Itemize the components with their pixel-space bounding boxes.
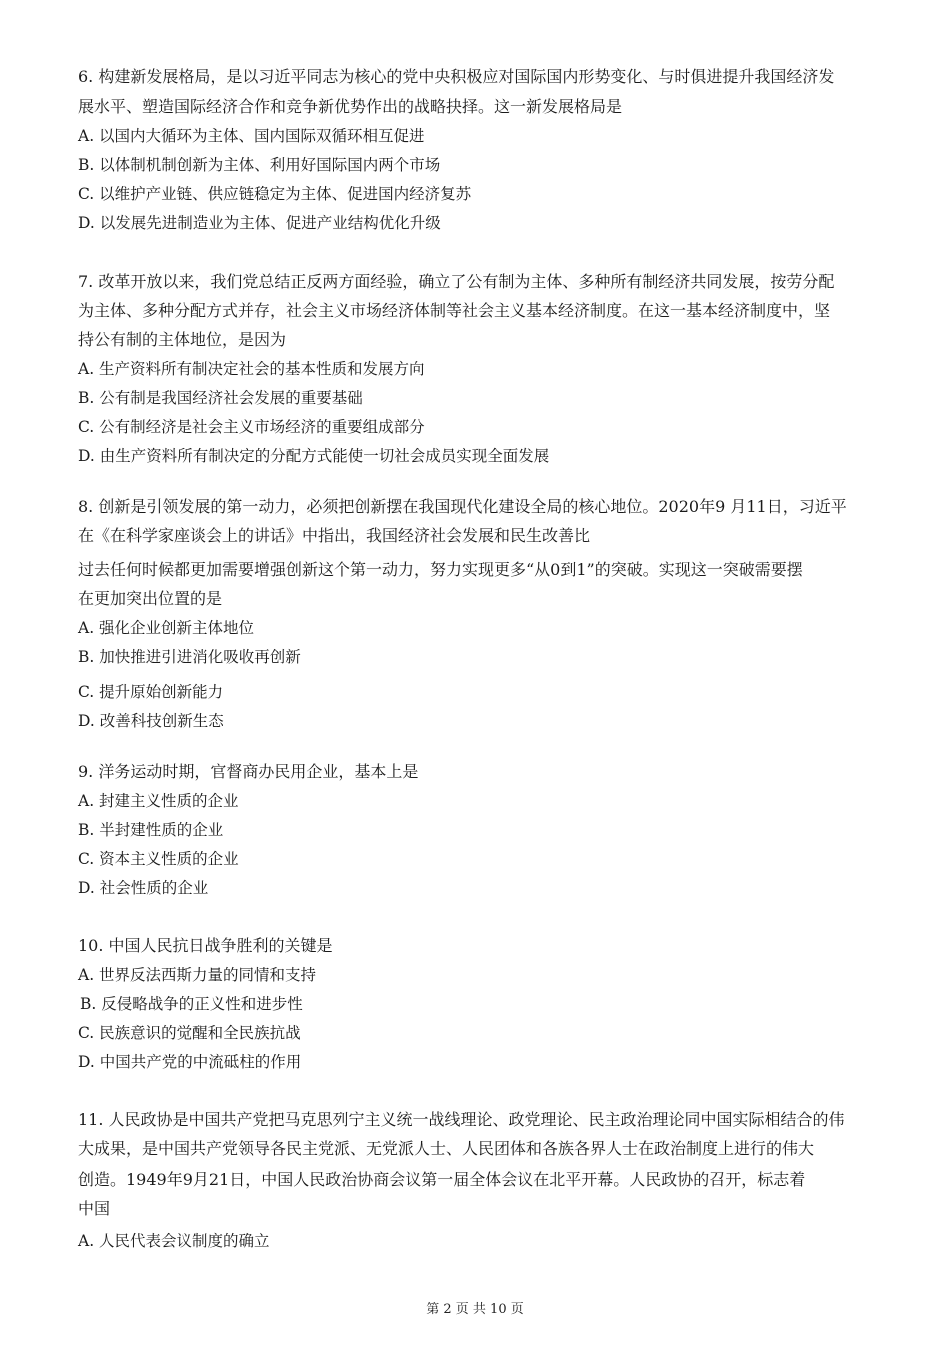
option-a: A. 人民代表会议制度的确立: [78, 1232, 270, 1250]
option-c: C. 民族意识的觉醒和全民族抗战: [78, 1024, 301, 1042]
option-a: A. 封建主义性质的企业: [78, 792, 239, 810]
question-stem-line: 展水平、塑造国际经济合作和竞争新优势作出的战略抉择。这一新发展格局是: [78, 97, 623, 116]
question-stem-line: 过去任何时候都更加需要增强创新这个第一动力，努力实现更多“从0到1”的突破。实现这一突破需要摆: [78, 560, 803, 579]
option-b: B. 半封建性质的企业: [78, 821, 224, 839]
option-b: B. 公有制是我国经济社会发展的重要基础: [78, 389, 363, 407]
option-c: C. 公有制经济是社会主义市场经济的重要组成部分: [78, 418, 425, 436]
option-a: A. 以国内大循环为主体、国内国际双循环相互促进: [78, 127, 425, 145]
option-c: C. 提升原始创新能力: [78, 683, 224, 701]
question-stem-line: 11. 人民政协是中国共产党把马克思列宁主义统一战线理论、政党理论、民主政治理论同中国实际相结合的伟: [78, 1110, 845, 1129]
question-stem-line: 9. 洋务运动时期，官督商办民用企业，基本上是: [78, 762, 419, 781]
question-stem-line: 7. 改革开放以来，我们党总结正反两方面经验，确立了公有制为主体、多种所有制经济共同发展，按劳分配: [78, 272, 835, 291]
option-d: D. 由生产资料所有制决定的分配方式能使一切社会成员实现全面发展: [78, 447, 550, 465]
question-stem-line: 6. 构建新发展格局，是以习近平同志为核心的党中央积极应对国际国内形势变化、与时俱进提升我国经济发: [78, 67, 835, 86]
option-a: A. 强化企业创新主体地位: [78, 619, 255, 637]
question-stem-line: 大成果，是中国共产党领导各民主党派、无党派人士、人民团体和各族各界人士在政治制度上进行的伟大: [78, 1139, 815, 1158]
question-stem-line: 持公有制的主体地位，是因为: [78, 330, 287, 349]
question-stem-line: 在更加突出位置的是: [78, 589, 223, 608]
question-stem-line: 10. 中国人民抗日战争胜利的关键是: [78, 936, 333, 955]
option-b: B. 反侵略战争的正义性和进步性: [80, 995, 303, 1013]
question-stem-line: 在《在科学家座谈会上的讲话》中指出，我国经济社会发展和民生改善比: [78, 526, 591, 545]
option-b: B. 加快推进引进消化吸收再创新: [78, 648, 301, 666]
question-stem-line: 中国: [78, 1199, 111, 1218]
option-d: D. 以发展先进制造业为主体、促进产业结构优化升级: [78, 214, 441, 232]
page-footer: 第 2 页 共 10 页: [426, 1302, 524, 1317]
option-b: B. 以体制机制创新为主体、利用好国际国内两个市场: [78, 156, 441, 174]
option-d: D. 社会性质的企业: [78, 879, 209, 897]
option-c: C. 以维护产业链、供应链稳定为主体、促进国内经济复苏: [78, 185, 472, 203]
question-stem-line: 为主体、多种分配方式并存，社会主义市场经济体制等社会主义基本经济制度。在这一基本经济制度中，坚: [78, 301, 831, 320]
option-d: D. 改善科技创新生态: [78, 712, 224, 730]
option-c: C. 资本主义性质的企业: [78, 850, 239, 868]
question-stem-line: 创造。1949年9月21日，中国人民政治协商会议第一届全体会议在北平开幕。人民政协的召开，标志着: [78, 1170, 806, 1189]
question-stem-line: 8. 创新是引领发展的第一动力，必须把创新摆在我国现代化建设全局的核心地位。2020年9 月11日，习近平: [78, 497, 847, 516]
option-a: A. 生产资料所有制决定社会的基本性质和发展方向: [78, 360, 425, 378]
option-d: D. 中国共产党的中流砥柱的作用: [78, 1053, 302, 1071]
option-a: A. 世界反法西斯力量的同情和支持: [78, 966, 317, 984]
